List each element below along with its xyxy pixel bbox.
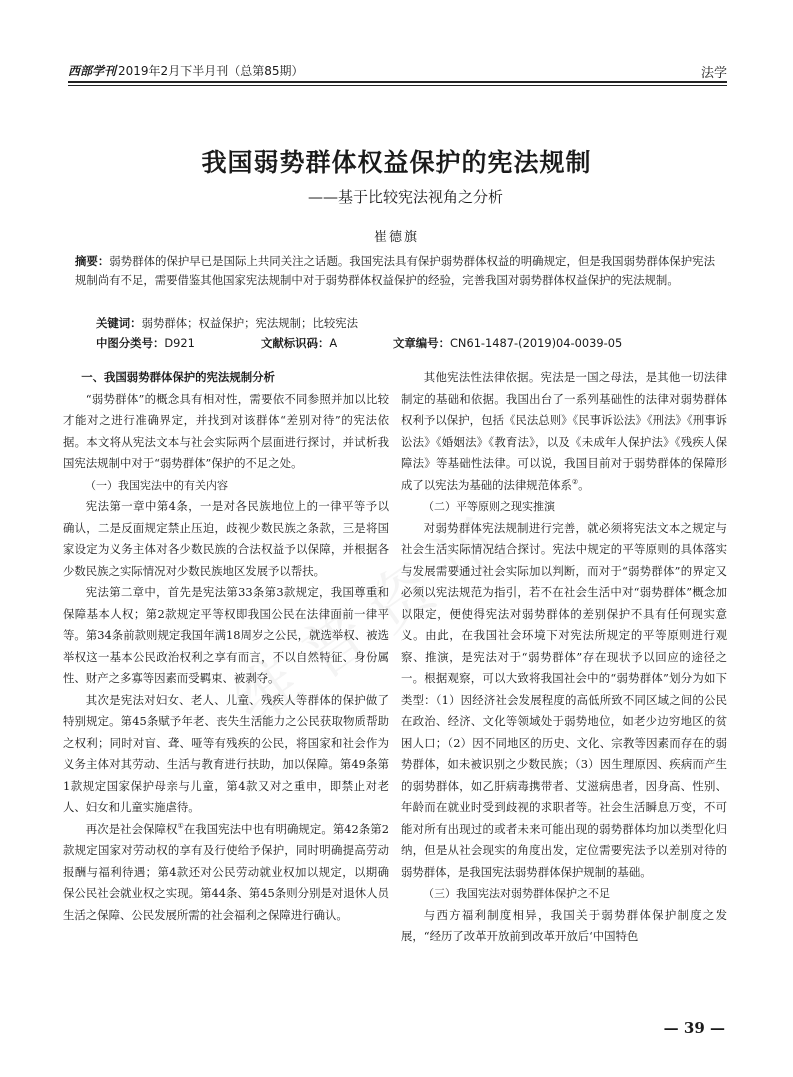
paragraph: 其次是宪法对妇女、老人、儿童、残疾人等群体的保护做了特别规定。第45条赋予年老、丧失生活能力之公民获取物质帮助之权利；同时对盲、聋、哑等有残疾的公民，将国家和社会作为义务主体对其劳动、生活与教育进行扶助，加以保障。第49条第1款规定国家保护母亲与儿童，第4款又对之重申，即禁止对老人、妇女和儿童实施虐待。	[63, 692, 389, 814]
header-rule	[68, 81, 727, 83]
abstract	[75, 252, 715, 290]
author-name: 崔德旗	[373, 230, 419, 245]
footnote-ref[interactable]: ②	[571, 477, 579, 486]
page-number: — 39 —	[663, 1019, 725, 1037]
keywords	[96, 315, 358, 331]
keywords-text: 弱势群体；权益保护；宪法规制；比较宪法	[141, 316, 359, 330]
footnote-ref[interactable]: ①	[177, 821, 184, 830]
journal-name: 西部学刊	[68, 64, 117, 78]
paragraph: 对弱势群体宪法规制进行完善，就必须将宪法文本之规定与社会生活实际情况结合探讨。宪法中规定的平等原则的具体落实与发展需要通过社会实际加以判断，而对于“弱势群体”的界定又必须以宪法规范为指引，若不在社会生活中对“弱势群体”概念加以限定，便使得宪法对弱势群体的差别保护不具有任何现实意义。由此，在我国社会环境下对宪法所规定的平等原则进行观察、推演，是宪法对于“弱势群体”存在现状予以回应的途径之一。根据观察，可以大致将我国社会中的“弱势群体”划分为如下类型：（1）因经济社会发展程度的高低所致不同区域之间的公民在政治、经济、文化等领域处于弱势地位，如老少边穷地区的贫困人口；（2）因不同地区的历史、文化、宗教等因素而存在的弱势群体，如未被识别之少数民族；（3）因生理原因、疾病而产生的弱势群体，如乙肝病毒携带者、艾滋病患者，因身高、性别、年龄而在就业时受到歧视的求职者等。社会生活瞬息万变，不可能对所有出现过的或者未来可能出现的弱势群体均加以类型化归纳，但是从社会现实的角度出发，定位需要宪法予以差别对待的弱势群体，是我国宪法弱势群体保护规制的基础。	[401, 520, 727, 879]
section-heading: 一、我国弱势群体保护的宪法规制分析	[81, 370, 275, 384]
journal-issue	[68, 62, 303, 79]
header-rule-thin	[68, 85, 727, 86]
paragraph: “弱势群体”的概念具有相对性，需要依不同参照并加以比较才能对之进行准确界定，并找到对该群体“差别对待”的宪法依据。本文将从宪法文本与社会实际两个层面进行探讨，并试析我国宪法规制中对于“弱势群体”保护的不足之处。	[63, 391, 389, 470]
paragraph	[401, 367, 727, 496]
article-number-value: CN61-1487-(2019)04-0039-05	[449, 336, 623, 350]
article-number-label: 文章编号：	[393, 336, 450, 350]
paragraph	[63, 819, 389, 927]
paragraph: 宪法第一章中第4条，一是对各民族地位上的一律平等予以确认，二是反面规定禁止压迫，歧视少数民族之条款，三是将国家设定为义务主体对各少数民族的合法权益予以保障，并根据各少数民族之实际情况对少数民族地区发展予以帮扶。	[63, 499, 389, 578]
keywords-label: 关键词：	[96, 316, 142, 330]
article-subtitle: ——基于比较宪法视角之分析	[307, 188, 503, 206]
paragraph: 宪法第二章中，首先是宪法第33条第3款规定，我国尊重和保障基本人权；第2款规定平等权即我国公民在法律面前一律平等。第34条前款则规定我国年满18周岁之公民，就选举权、被选举权这一基本公民政治权利之享有而言，不以自然特征、身份属性、财产之多寡等因素而受羁束、被剥夺。	[63, 585, 389, 685]
subsection-heading: （三）我国宪法对弱势群体保护之不足	[423, 887, 610, 900]
abstract-label: 摘要：	[75, 254, 110, 268]
right-column	[401, 367, 727, 948]
left-column	[63, 367, 389, 926]
clc-code	[96, 335, 195, 351]
doc-label: 文献标识码：	[261, 336, 330, 350]
classification-line	[96, 335, 696, 351]
issue-info: 2019年2月下半月刊（总第85期）	[118, 64, 304, 78]
doc-value: A	[329, 336, 338, 350]
article-number	[393, 335, 622, 351]
article-title: 我国弱势群体权益保护的宪法规制	[201, 148, 592, 177]
paragraph-text: 。	[578, 477, 590, 492]
paragraph-text: 其他宪法性法律依据。宪法是一国之母法，是其他一切法律制定的基础和依据。我国出台了一系列基础性的法律对弱势群体权利予以保护，包括《民法总则》《民事诉讼法》《刑法》《刑事诉讼法》《婚姻法》《教育法》，以及《未成年人保护法》《残疾人保障法》等基础性法律。可以说，我国目前对于弱势群体的保障形成了以宪法为基础的法律规范体系	[401, 370, 727, 492]
abstract-text: 弱势群体的保护早已是国际上共同关注之话题。我国宪法具有保护弱势群体权益的明确规定，但是我国弱势群体保护宪法规制尚有不足，需要借鉴其他国家宪法规制中对于弱势群体权益保护的经验，完善我国对弱势群体权益保护的宪法规制。	[75, 254, 715, 287]
section-label: 法学	[700, 66, 727, 81]
subsection-heading: （一）我国宪法中的有关内容	[85, 478, 228, 492]
paragraph-text: 在我国宪法中也有明确规定。第42条第2款规定国家对劳动权的享有及行使给予保护，同时明确提高劳动报酬与福利待遇；第4款还对公民劳动就业权加以规定，以期确保公民社会就业权之实现。第44条、第45条则分别是对退休人员生活之保障、公民发展所需的社会福利之保障进行确认。	[63, 821, 390, 922]
clc-label: 中图分类号：	[96, 336, 165, 350]
document-code	[261, 335, 337, 351]
paragraph-text: 再次是社会保障权	[85, 821, 178, 836]
subsection-heading: （二）平等原则之现实推演	[423, 500, 555, 513]
paragraph: 与西方福利制度相异，我国关于弱势群体保护制度之发展，“经历了改革开放前到改革开放后‘中国特色	[401, 907, 727, 943]
clc-value: D921	[164, 336, 195, 350]
